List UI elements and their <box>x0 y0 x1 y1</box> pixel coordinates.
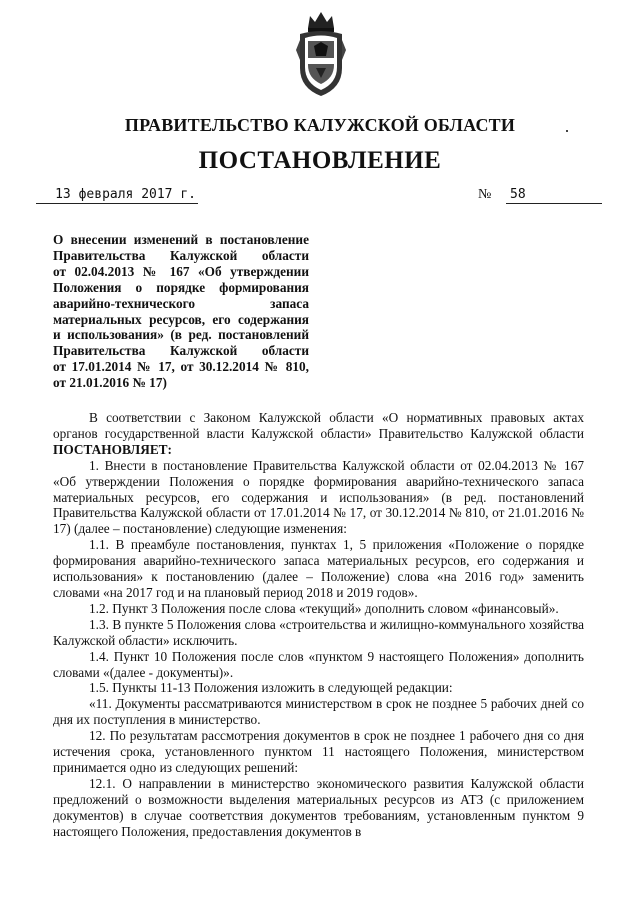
heading-line: от 21.01.2016 № 17) <box>53 375 167 391</box>
heading-line: Правительства Калужской области <box>53 343 309 359</box>
heading-line: материальных ресурсов, его содержания <box>53 311 309 327</box>
paragraph-12: 12. По результатам рассмотрения документов в срок не позднее 1 рабочего дня со дня истечения срока, установленного пунктом 11 настоящего Положения, министерством принимается одно из следующих решений: <box>53 728 584 775</box>
paragraph-1-1: 1.1. В преамбуле постановления, пунктах 1, 5 приложения «Положение о порядке формирования аварийно-технического запаса материальных ресурсов, его содержания и использования» к постановлению (далее – Положение) слова «на 2016 год» заменить словами «на 2017 год и на плановый период 2018 и 2019 годов». <box>53 537 584 600</box>
heading-line: Правительства Калужской области <box>53 247 309 263</box>
document-number: 58 <box>506 187 602 204</box>
number-label: № <box>478 187 492 202</box>
paragraph-1-3: 1.3. В пункте 5 Положения слова «строительства и жилищно-коммунального хозяйства Калужской области» исключить. <box>53 616 584 648</box>
document-type: ПОСТАНОВЛЕНИЕ <box>198 147 442 174</box>
heading-line: аварийно-технического запаса <box>53 295 309 311</box>
paragraph-1-5: 1.5. Пункты 11-13 Положения изложить в следующей редакции: <box>89 680 453 696</box>
paragraph-1: 1. Внести в постановление Правительства Калужской области от 02.04.2013 № 167 «Об утверждении Положения о порядке формирования аварийно-технического запаса материальных ресурсов, его содержания и использования» (в ред. постановлений Правительства Калужской области от 17.01.2014 № 17, от 30.12.2014 № 810, от 21.01.2016 № 17) (далее – постановление) следующие изменения: <box>53 457 584 537</box>
heading-line: и использования» (в ред. постановлений <box>53 327 309 343</box>
document-body <box>53 410 584 839</box>
heading-line: от 02.04.2013 № 167 «Об утверждении <box>53 263 309 279</box>
paragraph-12-1: 12.1. О направлении в министерство экономического развития Калужской области предложений о возможности выделения материальных ресурсов из АТЗ (с приложением документов) в случае соответствия документов требованиям, установленным пунктом 9 настоящего Положения, предоставления документов в <box>53 775 584 839</box>
document-heading <box>53 232 309 391</box>
heading-line: Положения о порядке формирования <box>53 279 309 295</box>
paragraph-11: «11. Документы рассматриваются министерством в срок не позднее 5 рабочих дней со дня их поступления в министерство. <box>53 696 584 728</box>
paragraph-1-2: 1.2. Пункт 3 Положения после слова «текущий» дополнить словом «финансовый». <box>89 600 559 616</box>
document-date: 13 февраля 2017 г. <box>36 187 198 204</box>
paragraph-1-4: 1.4. Пункт 10 Положения после слов «пунктом 9 настоящего Положения» дополнить словами «(далее - документы)». <box>53 648 584 680</box>
intro-paragraph: В соответствии с Законом Калужской области «О нормативных правовых актах органов государственной власти Калужской области» Правительство Калужской области ПОСТАНОВЛЯЕТ: <box>53 410 584 457</box>
government-title: ПРАВИТЕЛЬСТВО КАЛУЖСКОЙ ОБЛАСТИ <box>124 115 516 135</box>
decree-keyword: ПОСТАНОВЛЯЕТ: <box>53 441 172 457</box>
heading-line: О внесении изменений в постановление <box>53 232 309 247</box>
coat-of-arms-emblem <box>294 10 348 100</box>
heading-line: от 17.01.2014 № 17, от 30.12.2014 № 810, <box>53 359 309 375</box>
